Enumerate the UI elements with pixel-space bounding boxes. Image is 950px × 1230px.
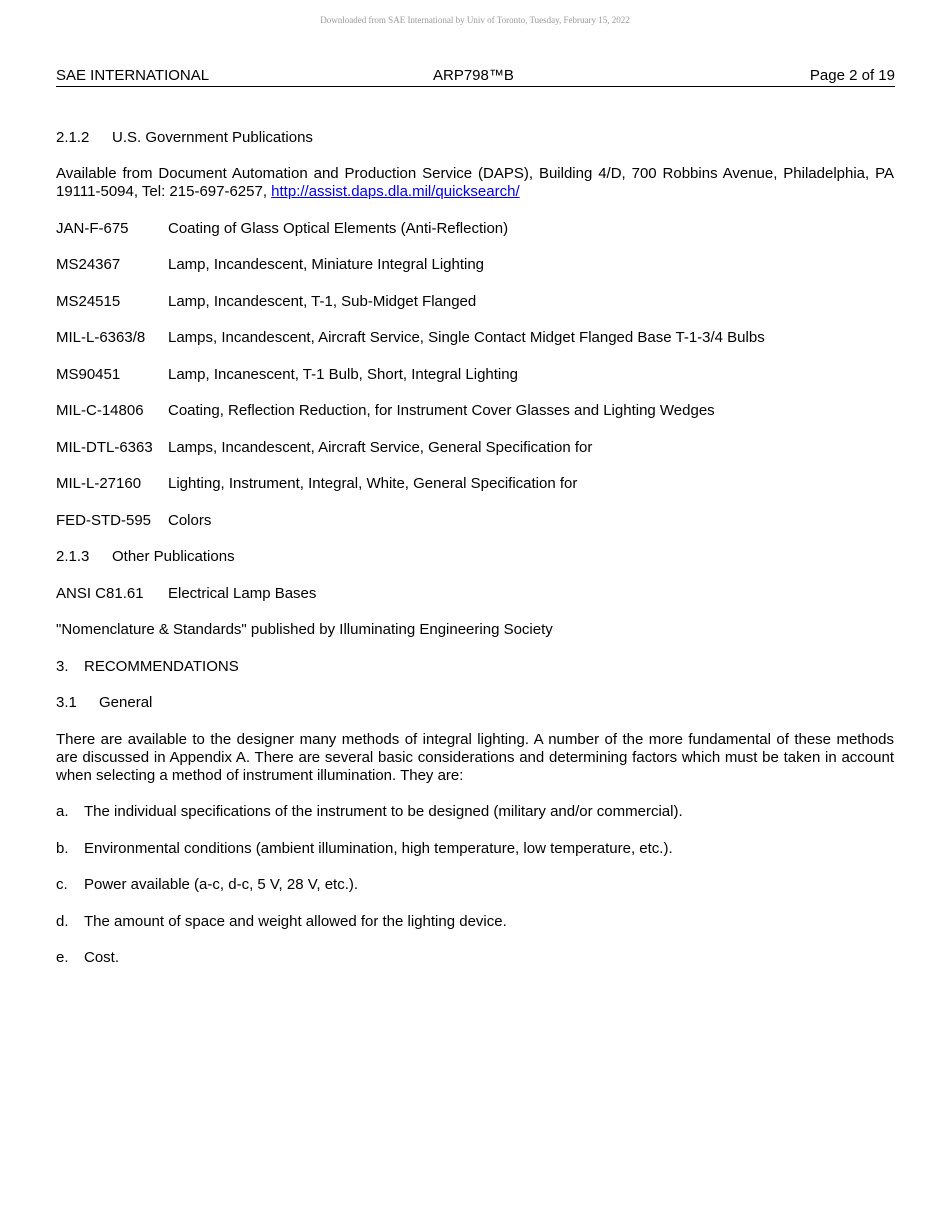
reference-title: Lighting, Instrument, Integral, White, General Specification for	[168, 475, 578, 492]
section-number: 3.	[56, 658, 69, 675]
header-doc-id: ARP798™B	[433, 67, 514, 84]
reference-row	[56, 293, 476, 311]
reference-title: Lamp, Incanescent, T-1 Bulb, Short, Integral Lighting	[168, 366, 518, 383]
ies-note: "Nomenclature & Standards" published by Illuminating Engineering Society	[56, 621, 553, 638]
reference-row	[56, 256, 484, 274]
reference-row	[56, 329, 765, 347]
list-text: The individual specifications of the instrument to be designed (military and/or commercial).	[84, 803, 683, 820]
availability-paragraph	[56, 165, 894, 201]
header-org: SAE INTERNATIONAL	[56, 67, 210, 84]
reference-code: JAN-F-675	[56, 220, 129, 237]
reference-title: Coating of Glass Optical Elements (Anti-Reflection)	[168, 220, 509, 237]
section-heading-gov-pubs	[56, 129, 313, 147]
section-title: Other Publications	[112, 548, 235, 565]
section-title: RECOMMENDATIONS	[84, 658, 239, 675]
reference-row	[56, 220, 508, 238]
section-title: U.S. Government Publications	[112, 129, 313, 146]
reference-row	[56, 475, 577, 493]
reference-code: MIL-L-6363/8	[56, 329, 146, 346]
reference-row	[56, 512, 211, 530]
reference-title: Lamps, Incandescent, Aircraft Service, General Specification for	[168, 439, 593, 456]
list-text: The amount of space and weight allowed for the lighting device.	[84, 913, 507, 930]
list-item	[56, 840, 673, 858]
list-marker: d.	[56, 913, 69, 930]
section-title: General	[99, 694, 153, 711]
reference-code: MS24515	[56, 293, 121, 310]
reference-code: MS24367	[56, 256, 121, 273]
availability-text: Available from Document Automation and Production Service (DAPS), Building 4/D, 700 Robbins Avenue, Philadelphia, PA 19111-5094, Tel: 215-697-6257,	[56, 165, 894, 200]
reference-code: ANSI C81.61	[56, 585, 144, 602]
reference-code: FED-STD-595	[56, 512, 152, 529]
list-item	[56, 949, 119, 967]
reference-code: MS90451	[56, 366, 121, 383]
list-item	[56, 876, 358, 894]
list-marker: b.	[56, 840, 69, 857]
list-marker: c.	[56, 876, 68, 893]
reference-code: MIL-DTL-6363	[56, 439, 153, 456]
reference-title: Coating, Reflection Reduction, for Instrument Cover Glasses and Lighting Wedges	[168, 402, 715, 419]
reference-row	[56, 366, 518, 384]
list-marker: e.	[56, 949, 69, 966]
reference-title: Colors	[168, 512, 212, 529]
section-heading-recommendations	[56, 658, 239, 676]
list-text: Power available (a-c, d-c, 5 V, 28 V, etc.).	[84, 876, 359, 893]
reference-code: MIL-C-14806	[56, 402, 144, 419]
list-item	[56, 913, 507, 931]
list-marker: a.	[56, 803, 69, 820]
reference-row	[56, 439, 592, 457]
reference-title: Lamp, Incandescent, T-1, Sub-Midget Flanged	[168, 293, 477, 310]
section-number: 2.1.3	[56, 548, 90, 565]
section-number: 2.1.2	[56, 129, 90, 146]
section-heading-general	[56, 694, 152, 712]
reference-title: Lamp, Incandescent, Miniature Integral Lighting	[168, 256, 485, 273]
section-heading-other-pubs	[56, 548, 235, 566]
reference-row	[56, 585, 316, 603]
reference-title: Lamps, Incandescent, Aircraft Service, Single Contact Midget Flanged Base T-1-3/4 Bulbs	[168, 329, 765, 346]
header-page-number: Page 2 of 19	[809, 67, 895, 84]
list-item	[56, 803, 683, 821]
list-text: Environmental conditions (ambient illumination, high temperature, low temperature, etc.).	[84, 840, 673, 857]
general-paragraph: There are available to the designer many methods of integral lighting. A number of the more fundamental of these methods are discussed in Appendix A. There are several basic considerations and determining factors which must be taken in account when selecting a method of instrument illumination. They are:	[56, 731, 894, 784]
list-text: Cost.	[84, 949, 120, 966]
quicksearch-link[interactable]: http://assist.daps.dla.mil/quicksearch/	[271, 183, 520, 200]
section-number: 3.1	[56, 694, 77, 711]
download-watermark: Downloaded from SAE International by Univ of Toronto, Tuesday, February 15, 2022	[320, 15, 630, 25]
reference-row	[56, 402, 715, 420]
reference-code: MIL-L-27160	[56, 475, 142, 492]
reference-title: Electrical Lamp Bases	[168, 585, 317, 602]
